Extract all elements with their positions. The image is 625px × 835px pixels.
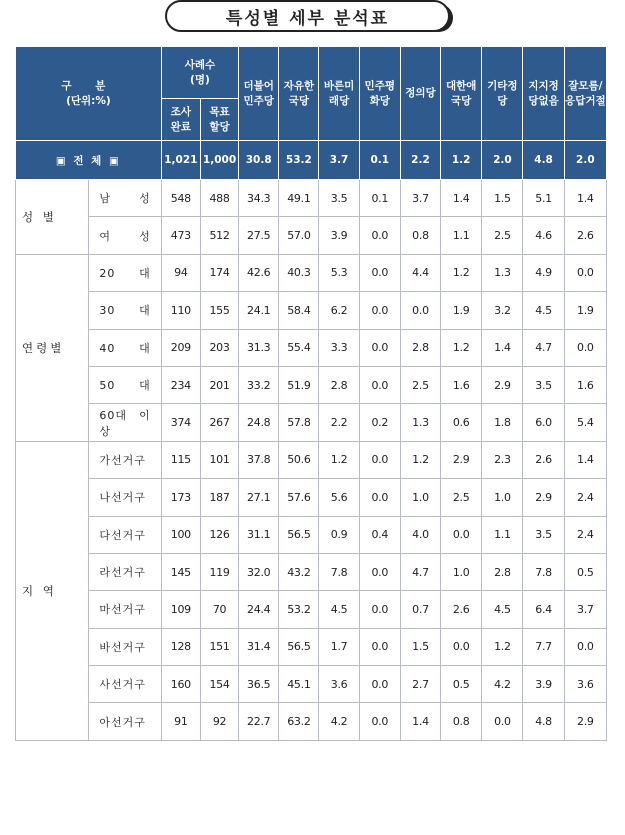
value-cell: 3.2 <box>482 292 523 329</box>
row-label: 여 성 <box>89 217 161 254</box>
value-cell: 57.8 <box>279 404 319 441</box>
table-row <box>16 666 607 703</box>
value-cell: 101 <box>200 441 238 478</box>
value-cell: 3.5 <box>523 516 564 553</box>
completed-header: 조사완료 <box>161 99 200 141</box>
column-header: 기타정당 <box>482 47 523 141</box>
value-cell: 2.9 <box>523 479 564 516</box>
value-cell: 154 <box>200 666 238 703</box>
group-label: 성 별 <box>16 180 89 255</box>
value-cell: 1.9 <box>564 292 606 329</box>
value-cell: 70 <box>200 591 238 628</box>
table-row <box>16 441 607 478</box>
value-cell: 49.1 <box>279 180 319 217</box>
table-header <box>16 47 607 141</box>
value-cell: 1.1 <box>482 516 523 553</box>
row-label: 사선거구 <box>89 666 161 703</box>
value-cell: 0.8 <box>400 217 440 254</box>
total-cell: 53.2 <box>279 141 319 180</box>
title-banner <box>165 0 455 34</box>
value-cell: 2.4 <box>564 516 606 553</box>
sample-unit: (명) <box>190 73 210 86</box>
row-label: 50 대 <box>89 366 161 403</box>
table-row <box>16 366 607 403</box>
row-label: 다선거구 <box>89 516 161 553</box>
column-header: 바른미래당 <box>319 47 359 141</box>
value-cell: 3.7 <box>400 180 440 217</box>
value-cell: 374 <box>161 404 200 441</box>
total-cell: 1.2 <box>441 141 482 180</box>
value-cell: 31.3 <box>239 329 279 366</box>
value-cell: 109 <box>161 591 200 628</box>
value-cell: 0.2 <box>359 404 400 441</box>
target-header: 목표할당 <box>200 99 238 141</box>
value-cell: 7.8 <box>319 553 359 590</box>
row-label: 가선거구 <box>89 441 161 478</box>
column-header: 지지정당없음 <box>523 47 564 141</box>
value-cell: 4.2 <box>319 703 359 740</box>
total-cell: 1,021 <box>161 141 200 180</box>
value-cell: 3.3 <box>319 329 359 366</box>
value-cell: 0.0 <box>564 254 606 291</box>
value-cell: 37.8 <box>239 441 279 478</box>
value-cell: 0.0 <box>441 628 482 665</box>
value-cell: 1.9 <box>441 292 482 329</box>
value-cell: 5.6 <box>319 479 359 516</box>
column-header: 민주평화당 <box>359 47 400 141</box>
value-cell: 1.8 <box>482 404 523 441</box>
value-cell: 22.7 <box>239 703 279 740</box>
value-cell: 43.2 <box>279 553 319 590</box>
row-label: 마선거구 <box>89 591 161 628</box>
row-label: 20 대 <box>89 254 161 291</box>
total-cell: 2.0 <box>482 141 523 180</box>
table-row <box>16 553 607 590</box>
value-cell: 1.4 <box>400 703 440 740</box>
sample-label: 사례수 <box>184 58 216 71</box>
value-cell: 548 <box>161 180 200 217</box>
value-cell: 209 <box>161 329 200 366</box>
value-cell: 1.3 <box>482 254 523 291</box>
table-row <box>16 292 607 329</box>
value-cell: 160 <box>161 666 200 703</box>
value-cell: 2.8 <box>319 366 359 403</box>
value-cell: 6.0 <box>523 404 564 441</box>
table-row <box>16 180 607 217</box>
value-cell: 0.5 <box>441 666 482 703</box>
table-row <box>16 329 607 366</box>
value-cell: 27.5 <box>239 217 279 254</box>
value-cell: 51.9 <box>279 366 319 403</box>
value-cell: 4.7 <box>523 329 564 366</box>
column-header: 잘모름/응답거절 <box>564 47 606 141</box>
total-label: ▣ 전 체 ▣ <box>16 141 162 180</box>
value-cell: 7.8 <box>523 553 564 590</box>
value-cell: 2.8 <box>482 553 523 590</box>
value-cell: 0.0 <box>359 329 400 366</box>
value-cell: 473 <box>161 217 200 254</box>
value-cell: 4.7 <box>400 553 440 590</box>
column-header: 대한애국당 <box>441 47 482 141</box>
value-cell: 1.0 <box>441 553 482 590</box>
value-cell: 0.0 <box>441 516 482 553</box>
value-cell: 33.2 <box>239 366 279 403</box>
value-cell: 0.9 <box>319 516 359 553</box>
value-cell: 57.0 <box>279 217 319 254</box>
value-cell: 2.9 <box>482 366 523 403</box>
value-cell: 0.7 <box>400 591 440 628</box>
value-cell: 151 <box>200 628 238 665</box>
value-cell: 0.0 <box>359 703 400 740</box>
value-cell: 4.5 <box>482 591 523 628</box>
value-cell: 24.8 <box>239 404 279 441</box>
column-header: 정의당 <box>400 47 440 141</box>
value-cell: 2.7 <box>400 666 440 703</box>
row-label: 아선거구 <box>89 703 161 740</box>
value-cell: 0.0 <box>400 292 440 329</box>
value-cell: 234 <box>161 366 200 403</box>
value-cell: 3.5 <box>523 366 564 403</box>
group-label: 구 분 <box>61 79 116 92</box>
value-cell: 3.6 <box>564 666 606 703</box>
table-row <box>16 703 607 740</box>
value-cell: 267 <box>200 404 238 441</box>
value-cell: 1.4 <box>564 441 606 478</box>
value-cell: 24.1 <box>239 292 279 329</box>
value-cell: 6.2 <box>319 292 359 329</box>
value-cell: 45.1 <box>279 666 319 703</box>
value-cell: 119 <box>200 553 238 590</box>
value-cell: 31.1 <box>239 516 279 553</box>
value-cell: 1.1 <box>441 217 482 254</box>
row-label: 60대 이상 <box>89 404 161 441</box>
table-row <box>16 217 607 254</box>
value-cell: 1.4 <box>441 180 482 217</box>
value-cell: 1.4 <box>482 329 523 366</box>
value-cell: 1.0 <box>482 479 523 516</box>
value-cell: 1.7 <box>319 628 359 665</box>
group-header <box>16 47 162 141</box>
value-cell: 1.6 <box>564 366 606 403</box>
value-cell: 4.6 <box>523 217 564 254</box>
value-cell: 5.3 <box>319 254 359 291</box>
value-cell: 56.5 <box>279 628 319 665</box>
group-label: 지 역 <box>16 441 89 740</box>
total-cell: 4.8 <box>523 141 564 180</box>
value-cell: 4.0 <box>400 516 440 553</box>
value-cell: 4.2 <box>482 666 523 703</box>
value-cell: 1.5 <box>482 180 523 217</box>
group-label: 연령별 <box>16 254 89 441</box>
total-cell: 30.8 <box>239 141 279 180</box>
value-cell: 42.6 <box>239 254 279 291</box>
value-cell: 55.4 <box>279 329 319 366</box>
value-cell: 4.8 <box>523 703 564 740</box>
value-cell: 0.0 <box>564 628 606 665</box>
value-cell: 0.0 <box>359 591 400 628</box>
value-cell: 56.5 <box>279 516 319 553</box>
value-cell: 115 <box>161 441 200 478</box>
value-cell: 36.5 <box>239 666 279 703</box>
value-cell: 0.0 <box>359 292 400 329</box>
table-row <box>16 254 607 291</box>
value-cell: 0.0 <box>359 666 400 703</box>
sample-header <box>161 47 238 99</box>
value-cell: 2.5 <box>400 366 440 403</box>
value-cell: 2.5 <box>441 479 482 516</box>
value-cell: 3.6 <box>319 666 359 703</box>
total-cell: 3.7 <box>319 141 359 180</box>
value-cell: 155 <box>200 292 238 329</box>
value-cell: 0.0 <box>359 217 400 254</box>
value-cell: 145 <box>161 553 200 590</box>
row-label: 남 성 <box>89 180 161 217</box>
value-cell: 2.9 <box>564 703 606 740</box>
total-cell: 1,000 <box>200 141 238 180</box>
value-cell: 174 <box>200 254 238 291</box>
value-cell: 50.6 <box>279 441 319 478</box>
page-title: 특성별 세부 분석표 <box>165 0 450 32</box>
value-cell: 6.4 <box>523 591 564 628</box>
value-cell: 0.0 <box>359 441 400 478</box>
row-label: 30 대 <box>89 292 161 329</box>
value-cell: 57.6 <box>279 479 319 516</box>
value-cell: 2.5 <box>482 217 523 254</box>
row-label: 라선거구 <box>89 553 161 590</box>
value-cell: 1.6 <box>441 366 482 403</box>
value-cell: 2.4 <box>564 479 606 516</box>
value-cell: 0.5 <box>564 553 606 590</box>
value-cell: 2.8 <box>400 329 440 366</box>
total-row <box>16 141 607 180</box>
value-cell: 2.9 <box>441 441 482 478</box>
value-cell: 1.4 <box>564 180 606 217</box>
value-cell: 3.9 <box>319 217 359 254</box>
value-cell: 1.3 <box>400 404 440 441</box>
value-cell: 2.2 <box>319 404 359 441</box>
total-cell: 0.1 <box>359 141 400 180</box>
table-row <box>16 404 607 441</box>
value-cell: 0.0 <box>359 553 400 590</box>
row-label: 40 대 <box>89 329 161 366</box>
value-cell: 4.9 <box>523 254 564 291</box>
value-cell: 3.5 <box>319 180 359 217</box>
value-cell: 4.5 <box>319 591 359 628</box>
value-cell: 53.2 <box>279 591 319 628</box>
value-cell: 3.9 <box>523 666 564 703</box>
value-cell: 5.4 <box>564 404 606 441</box>
value-cell: 0.0 <box>359 254 400 291</box>
value-cell: 201 <box>200 366 238 403</box>
value-cell: 63.2 <box>279 703 319 740</box>
value-cell: 2.6 <box>523 441 564 478</box>
value-cell: 0.6 <box>441 404 482 441</box>
value-cell: 2.3 <box>482 441 523 478</box>
value-cell: 488 <box>200 180 238 217</box>
value-cell: 34.3 <box>239 180 279 217</box>
value-cell: 0.0 <box>564 329 606 366</box>
value-cell: 1.2 <box>482 628 523 665</box>
row-label: 나선거구 <box>89 479 161 516</box>
value-cell: 0.1 <box>359 180 400 217</box>
value-cell: 0.0 <box>359 628 400 665</box>
value-cell: 31.4 <box>239 628 279 665</box>
value-cell: 4.4 <box>400 254 440 291</box>
total-cell: 2.0 <box>564 141 606 180</box>
value-cell: 1.2 <box>441 329 482 366</box>
value-cell: 7.7 <box>523 628 564 665</box>
value-cell: 128 <box>161 628 200 665</box>
table-row <box>16 591 607 628</box>
table-body <box>16 141 607 741</box>
value-cell: 203 <box>200 329 238 366</box>
value-cell: 0.8 <box>441 703 482 740</box>
table-row <box>16 479 607 516</box>
value-cell: 3.7 <box>564 591 606 628</box>
value-cell: 1.5 <box>400 628 440 665</box>
value-cell: 94 <box>161 254 200 291</box>
value-cell: 187 <box>200 479 238 516</box>
value-cell: 92 <box>200 703 238 740</box>
value-cell: 58.4 <box>279 292 319 329</box>
value-cell: 0.4 <box>359 516 400 553</box>
value-cell: 32.0 <box>239 553 279 590</box>
value-cell: 0.0 <box>482 703 523 740</box>
value-cell: 27.1 <box>239 479 279 516</box>
value-cell: 2.6 <box>441 591 482 628</box>
value-cell: 1.2 <box>319 441 359 478</box>
value-cell: 1.0 <box>400 479 440 516</box>
value-cell: 2.6 <box>564 217 606 254</box>
value-cell: 1.2 <box>400 441 440 478</box>
value-cell: 4.5 <box>523 292 564 329</box>
row-label: 바선거구 <box>89 628 161 665</box>
value-cell: 5.1 <box>523 180 564 217</box>
value-cell: 1.2 <box>441 254 482 291</box>
value-cell: 173 <box>161 479 200 516</box>
value-cell: 24.4 <box>239 591 279 628</box>
column-header: 자유한국당 <box>279 47 319 141</box>
value-cell: 91 <box>161 703 200 740</box>
value-cell: 126 <box>200 516 238 553</box>
value-cell: 110 <box>161 292 200 329</box>
value-cell: 0.0 <box>359 366 400 403</box>
value-cell: 0.0 <box>359 479 400 516</box>
value-cell: 100 <box>161 516 200 553</box>
value-cell: 512 <box>200 217 238 254</box>
total-cell: 2.2 <box>400 141 440 180</box>
column-header: 더불어민주당 <box>239 47 279 141</box>
table-row <box>16 628 607 665</box>
value-cell: 40.3 <box>279 254 319 291</box>
table-row <box>16 516 607 553</box>
unit-label: (단위:%) <box>66 94 111 107</box>
analysis-table <box>15 46 607 741</box>
